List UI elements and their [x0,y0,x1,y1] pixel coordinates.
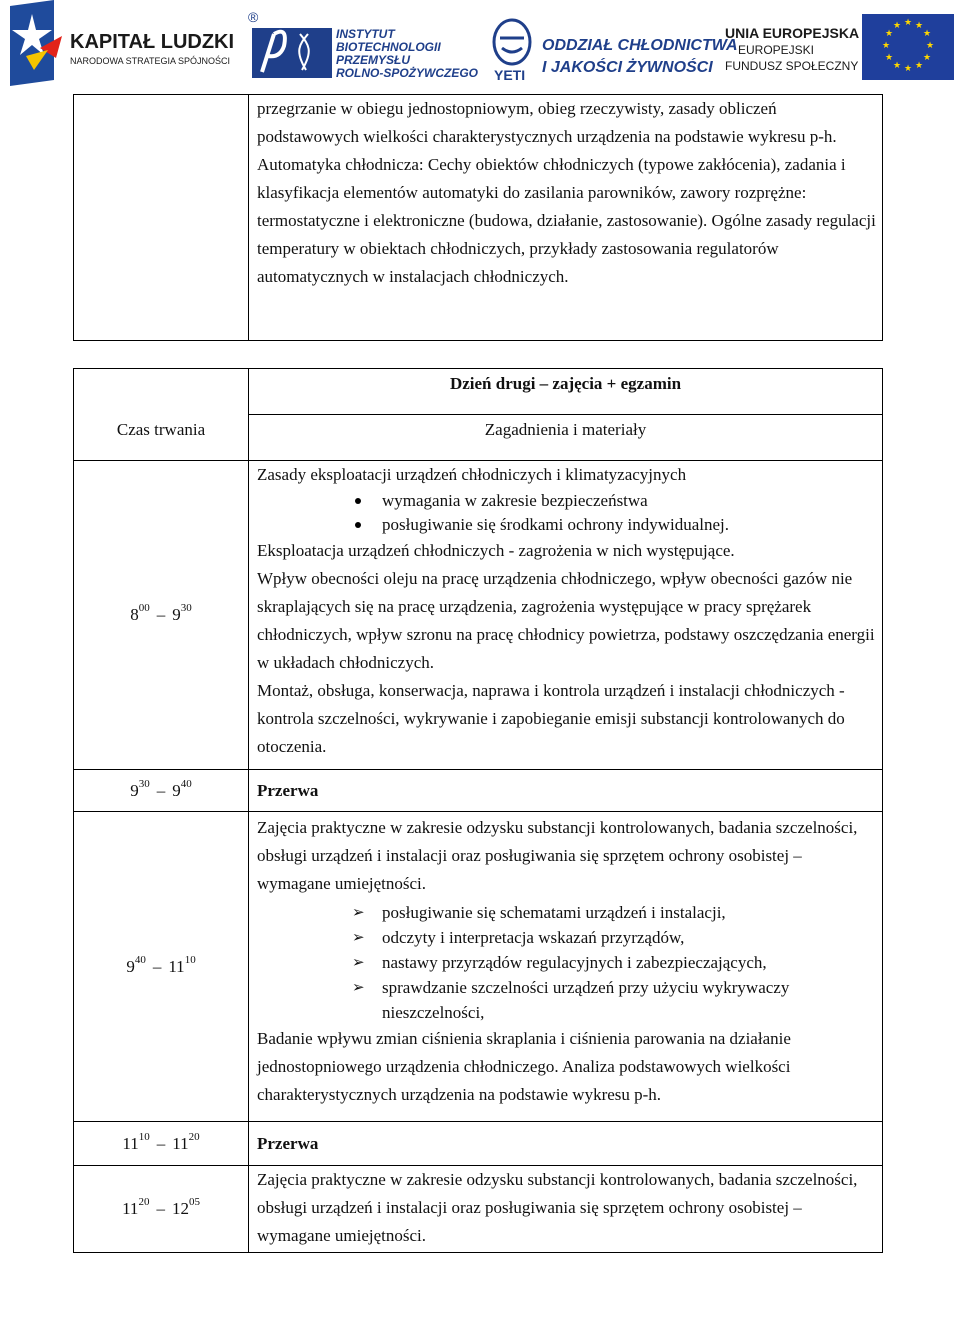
start-hour: 9 [130,780,139,800]
time-range-5 [74,1166,249,1253]
eu-logo [722,0,958,86]
end-hour: 9 [172,780,181,800]
svg-text:KAPITAŁ LUDZKI: KAPITAŁ LUDZKI [70,31,235,53]
svg-text:★: ★ [914,61,924,71]
start-hour: 8 [130,605,139,624]
svg-text:★: ★ [892,21,902,31]
svg-text:EUROPEJSKI: EUROPEJSKI [738,43,815,57]
svg-text:PRZEMYSŁU: PRZEMYSŁU [336,53,411,67]
time-range-4 [74,1122,249,1166]
svg-text:ROLNO-SPOŻYWCZEGO: ROLNO-SPOŻYWCZEGO [336,66,478,80]
start-minute: 30 [138,777,150,790]
end-hour: 11 [172,1133,189,1153]
topic-paragraph: Eksploatacja urządzeń chłodniczych - zagrożenia w nich występujące. [257,541,735,560]
time-range-3 [74,812,249,1122]
topic-paragraph: Montaż, obsługa, konserwacja, naprawa i kontrola urządzeń i instalacji chłodniczych - kontrola szczelności, wykrywanie i zapobieganie emisji substancji kontrolowanych do otoczenia. [257,681,845,756]
list-item: posługiwanie się środkami ochrony indywidualnej. [382,513,876,537]
start-hour: 11 [122,1133,139,1153]
end-minute: 10 [184,953,196,966]
end-hour: 12 [171,1199,189,1218]
automation-paragraph: Automatyka chłodnicza: Cechy obiektów chłodniczych (typowe zakłócenia), zadania i klasyfikacja elementów automatyki do zasilania parowników, zawory rozprężne: termostatyczne i elektroniczne (budowa, działanie, zastosowanie). Ogólne zasady regulacji temperatury w obiektach chłodniczych, przykłady zastosowania regulatorów automatycznych w instalacjach chłodniczych. [257,155,876,286]
col-time-header: Czas trwania [74,415,249,461]
end-minute: 40 [180,777,192,790]
svg-text:★: ★ [925,41,935,51]
end-minute: 30 [180,602,192,615]
topics-cell-1 [249,461,883,770]
start-hour: 9 [126,956,135,976]
svg-text:BIOTECHNOLOGII: BIOTECHNOLOGII [336,40,441,54]
schedule-table [73,368,883,1253]
svg-text:★: ★ [903,18,913,28]
svg-text:UNIA EUROPEJSKA: UNIA EUROPEJSKA [725,25,860,41]
title-empty-cell [74,369,249,415]
svg-text:INSTYTUT: INSTYTUT [336,27,395,41]
topic-intro: Zajęcia praktyczne w zakresie odzysku substancji kontrolowanych, badania szczelności, obsługi urządzeń i instalacji oraz posługiwania się sprzętem ochrony osobistej – wymagane umiejętności. [257,818,858,893]
schedule-title: Dzień drugi – zajęcia + egzamin [249,369,883,415]
topics-cell-5 [249,1166,883,1253]
topic-paragraph: Wpływ obecności oleju na pracę urządzenia chłodniczego, wpływ obecności gazów nie skraplających się na pracę urządzenia, zagrożenia występujące w pracy sprężarek chłodniczych, wpływ szronu na pracę chłodnicy powietrza, podstawy oszczędzania energii w układach chłodniczych. [257,569,875,672]
svg-text:★: ★ [884,53,894,63]
break-label: Przerwa [249,1122,883,1166]
start-hour: 11 [122,1199,139,1218]
svg-text:I JAKOŚCI ŻYWNOŚCI: I JAKOŚCI ŻYWNOŚCI [542,59,713,76]
list-item: ➢ nastawy przyrządów regulacyjnych i zabezpieczających, [382,950,876,975]
continuation-paragraph: przegrzanie w obiegu jednostopniowym, obieg rzeczywisty, zasady obliczeń podstawowych wielkości charakterystycznych urządzenia na podstawie wykresu p-h. [257,99,837,146]
end-minute: 20 [188,1130,200,1143]
svg-text:®: ® [248,9,259,25]
kapital-ludzki-logo [4,0,244,86]
start-minute: 40 [134,953,146,966]
yeti-logo [488,0,536,86]
topic-paragraph: Badanie wpływu zmian ciśnienia skraplania i ciśnienia parowania na działanie jednostopniowego urządzenia chłodniczego. Analiza podstawowych wielkości charakterystycznych urządzenia na podstawie wykresu p-h. [257,1029,791,1104]
start-minute: 10 [138,1130,150,1143]
topic-intro: Zasady eksploatacji urządzeń chłodniczych i klimatyzacyjnych [257,465,687,484]
range-dash: – [156,1199,165,1218]
svg-text:FUNDUSZ SPOŁECZNY: FUNDUSZ SPOŁECZNY [725,59,859,73]
page-header [0,0,960,88]
end-hour: 9 [172,605,181,624]
continuation-time-cell [74,95,249,341]
svg-text:★: ★ [903,64,913,74]
start-minute: 00 [138,602,150,615]
svg-text:★: ★ [892,61,902,71]
svg-text:★: ★ [884,29,894,39]
time-range-2 [74,770,249,812]
list-item: ➢ posługiwanie się schematami urządzeń i instalacji, [382,900,876,925]
svg-text:★: ★ [914,21,924,31]
range-dash: – [156,780,166,800]
list-item: wymagania w zakresie bezpieczeństwa [382,489,876,513]
svg-text:YETI: YETI [494,67,526,83]
start-minute: 20 [138,1196,150,1209]
topics-cell-3 [249,812,883,1122]
topic-intro: Zajęcia praktyczne w zakresie odzysku substancji kontrolowanych, badania szczelności, obsługi urządzeń i instalacji oraz posługiwania się sprzętem ochrony osobistej – wymagane umiejętności. [257,1170,858,1245]
list-item: ➢ odczyty i interpretacja wskazań przyrządów, [382,925,876,950]
department-logo [540,0,738,86]
institute-logo [244,0,490,86]
svg-text:NARODOWA STRATEGIA SPÓJNOŚCI: NARODOWA STRATEGIA SPÓJNOŚCI [70,56,231,66]
break-label: Przerwa [249,770,883,812]
bullet-list [257,489,876,537]
svg-text:★: ★ [922,29,932,39]
range-dash: – [152,956,162,976]
svg-text:★: ★ [881,41,891,51]
range-dash: – [156,1133,166,1153]
end-hour: 11 [168,956,185,976]
range-dash: – [156,605,166,624]
time-range-1 [74,461,249,770]
svg-text:★: ★ [922,53,932,63]
arrow-list [257,900,876,1025]
continuation-table [73,94,883,341]
col-topics-header: Zagadnienia i materiały [249,415,883,461]
continuation-topics-cell [249,95,883,341]
list-item: ➢ sprawdzanie szczelności urządzeń przy użyciu wykrywaczy nieszczelności, [382,975,876,1025]
svg-text:ODDZIAŁ CHŁODNICTWA: ODDZIAŁ CHŁODNICTWA [542,37,738,54]
end-minute: 05 [188,1196,200,1209]
